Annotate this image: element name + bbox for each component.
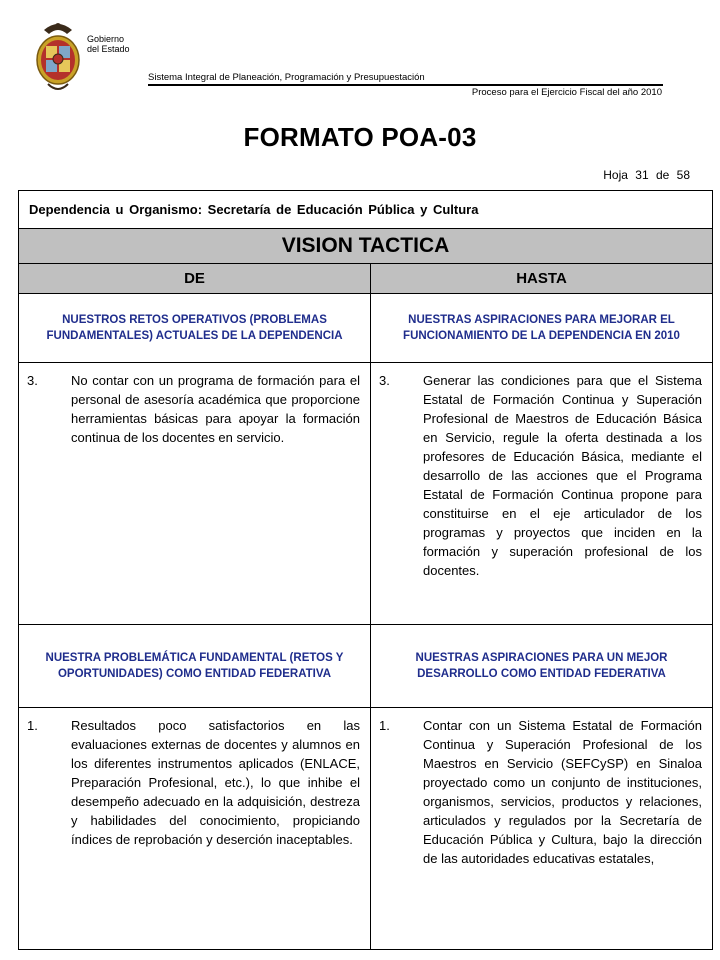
dependency-row: Dependencia u Organismo: Secretaría de Educación Pública y Cultura	[19, 191, 713, 229]
item-number: 1.	[27, 718, 38, 733]
item-number: 3.	[379, 373, 390, 388]
item-text: Resultados poco satisfactorios en las evaluaciones externas de docentes y alumnos en los diferentes instrumentos aplicados (ENLACE, Preparación Profesional, etc.), lo que inhibe el desempeño adecuado en la adquisición, destreza y habilidades del conocimiento, propiciando índices de reprobación y deserción inaceptables.	[71, 718, 360, 847]
section2-left-heading: NUESTRA PROBLEMÁTICA FUNDAMENTAL (RETOS Y OPORTUNIDADES) COMO ENTIDAD FEDERATIVA	[19, 625, 371, 708]
vision-tactica-heading: VISION TACTICA	[19, 229, 713, 264]
government-label: Gobierno del Estado	[87, 34, 130, 54]
section2-left-item	[19, 708, 371, 950]
item-text: Contar con un Sistema Estatal de Formación Continua y Superación Profesional de los Maestros en Servicio (SEFCySP) en Sinaloa proyectado como un conjunto de instituciones, organismos, servicios, productos y relaciones, articulados y regulados por la Secretaría de Educación Pública y Cultura, bajo la dirección de las autoridades educativas estatales,	[423, 718, 702, 866]
document-header	[0, 0, 720, 110]
item-text: Generar las condiciones para que el Sistema Estatal de Formación Continua y Superación Profesional de Maestros de Educación Básica en Servicio, regule la oferta destinada a los profesores de Educación Básica, mediante el desarrollo de las acciones que el Programa Estatal de Formación Continua propone para constituirse en el eje articulador de los programas y proyectos que inciden en la formación y superación profesional de los docentes.	[423, 373, 702, 578]
section1-left-heading: NUESTROS RETOS OPERATIVOS (PROBLEMAS FUNDAMENTALES) ACTUALES DE LA DEPENDENCIA	[19, 294, 371, 363]
page-title: FORMATO POA-03	[243, 122, 477, 152]
section1-right-item	[371, 363, 713, 625]
section1-left-item	[19, 363, 371, 625]
section1-right-heading: NUESTRAS ASPIRACIONES PARA MEJORAR EL FUNCIONAMIENTO DE LA DEPENDENCIA EN 2010	[371, 294, 713, 363]
section2-right-item	[371, 708, 713, 950]
state-coat-of-arms-icon	[34, 16, 82, 96]
column-header-to: HASTA	[371, 264, 713, 294]
column-header-from: DE	[19, 264, 371, 294]
poa-table	[18, 190, 713, 950]
fiscal-process-label: Proceso para el Ejercicio Fiscal del año 2010	[471, 87, 662, 98]
section2-right-heading: NUESTRAS ASPIRACIONES PARA UN MEJOR DESARROLLO COMO ENTIDAD FEDERATIVA	[371, 625, 713, 708]
item-number: 3.	[27, 373, 38, 388]
item-text: No contar con un programa de formación para el personal de asesoría académica que proporcione herramientas básicas para apoyar la formación continua de los docentes en servicio.	[71, 373, 360, 445]
system-name: Sistema Integral de Planeación, Programación y Presupuestación	[148, 72, 425, 83]
sheet-number: Hoja 31 de 58	[603, 168, 690, 182]
item-number: 1.	[379, 718, 390, 733]
header-divider	[148, 84, 663, 86]
